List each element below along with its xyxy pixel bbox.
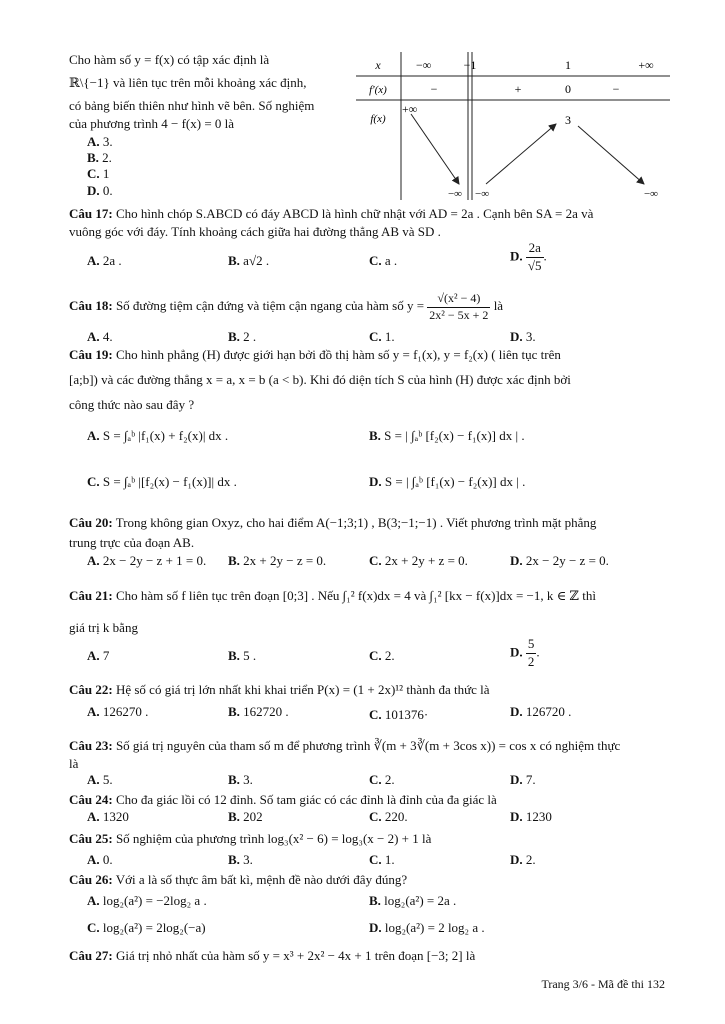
q21-line-1: Câu 21: Cho hàm số f liên tục trên đoạn [0;3] . Nếu ∫₁² f(x)dx = 4 và ∫₁² [kx − f(x)]dx = −1, k ∈ ℤ thì [69,588,596,603]
q21-line-2: giá trị k bằng [69,620,138,635]
table-sign-3: 0 [565,82,571,96]
arrow-decrease-2 [578,126,644,184]
q17-line-1: Câu 17: Cho hình chóp S.ABCD có đáy ABCD là hình chữ nhật với AD = 2a . Cạnh bên SA = 2a và [69,206,594,221]
q19-option-a[interactable]: A. S = ∫ₐᵇ |f₁(x) + f₂(x)| dx . [87,428,229,443]
q18-option-a[interactable]: A. 4. [87,329,113,344]
q19-line-3: công thức nào sau đây ? [69,397,195,412]
q16-line-1: Cho hàm số y = f(x) có tập xác định là [69,52,270,67]
q19-line-2: [a;b]) và các đường thẳng x = a, x = b (a < b). Khi đó diện tích S của hình (H) được xác định bởi [69,372,571,387]
table-f-label: f(x) [370,113,386,125]
q16-line-3: có bảng biến thiên như hình vẽ bên. Số nghiệm [69,98,315,113]
table-sign-2: + [514,82,522,96]
q22-option-d[interactable]: D. 126720 . [510,704,572,719]
q23-option-b[interactable]: B. 3. [228,772,253,787]
q25-option-a[interactable]: A. 0. [87,852,113,867]
q22-line-1: Câu 22: Hệ số có giá trị lớn nhất khi khai triển P(x) = (1 + 2x)¹² thành đa thức là [69,682,490,697]
q23-option-a[interactable]: A. 5. [87,772,113,787]
q23-line-1: Câu 23: Số giá trị nguyên của tham số m để phương trình ∛(m + 3∛(m + 3cos x)) = cos x có nghiệm thực [69,738,621,753]
q23-line-2: là [69,756,79,771]
q23-option-c[interactable]: C. 2. [369,772,395,787]
q16-option-d[interactable]: D. 0. [87,183,113,198]
q21-option-a[interactable]: A. 7 [87,648,110,663]
q25-option-b[interactable]: B. 3. [228,852,253,867]
table-x-value-4: +∞ [638,58,654,72]
table-f-right-bottom: −∞ [643,188,658,200]
q20-option-a[interactable]: A. 2x − 2y − z + 1 = 0. [87,553,207,568]
q20-line-2: trung trực của đoạn AB. [69,535,195,550]
q26-option-b[interactable]: B. log₂(a²) = 2a . [369,893,457,908]
table-sign-1: − [430,82,438,96]
q20-line-1: Câu 20: Trong không gian Oxyz, cho hai điểm A(−1;3;1) , B(3;−1;−1) . Viết phương trình mặt phẳng [69,515,597,530]
q24-option-a[interactable]: A. 1320 [87,809,129,824]
q17-option-a[interactable]: A. 2a . [87,253,122,268]
table-fprime-label: f′(x) [369,84,387,96]
q22-option-b[interactable]: B. 162720 . [228,704,289,719]
q17-line-2: vuông góc với đáy. Tính khoảng cách giữa hai đường thẳng AB và SD . [69,224,441,239]
q16-option-a[interactable]: A. 3. [87,134,113,149]
table-x-value-2: −1 [463,58,477,72]
q16-line-2: ℝ\{−1} và liên tục trên mỗi khoảng xác định, [69,75,307,90]
table-x-value-1: −∞ [416,58,432,72]
q25-line-1: Câu 25: Số nghiệm của phương trình log₃(x² − 6) = log₃(x − 2) + 1 là [69,831,432,846]
q20-option-d[interactable]: D. 2x − 2y − z = 0. [510,553,609,568]
variation-table [356,52,670,202]
table-x-value-3: 1 [565,58,571,72]
q18-option-c[interactable]: C. 1. [369,329,395,344]
q16-option-b[interactable]: B. 2. [87,150,112,165]
q20-option-c[interactable]: C. 2x + 2y + z = 0. [369,553,468,568]
q26-line-1: Câu 26: Với a là số thực âm bất kì, mệnh đề nào dưới đây đúng? [69,872,408,887]
table-f-mid-bottom: −∞ [475,188,490,200]
table-f-left-bottom: −∞ [447,188,462,200]
q27-line-1: Câu 27: Giá trị nhỏ nhất của hàm số y = x³ + 2x² − 4x + 1 trên đoạn [−3; 2] là [69,948,476,963]
q21-option-d[interactable]: D. $\frac{5}{2}$ . [510,636,540,669]
q25-option-c[interactable]: C. 1. [369,852,395,867]
table-f-peak: 3 [565,113,571,127]
q22-option-c[interactable]: C. 101376· [369,707,429,722]
q20-option-b[interactable]: B. 2x + 2y − z = 0. [228,553,327,568]
q26-option-c[interactable]: C. log₂(a²) = 2log₂(−a) [87,920,206,935]
table-x-label: x [375,58,381,72]
q16-option-c[interactable]: C. 1 [87,166,110,181]
q24-option-d[interactable]: D. 1230 [510,809,552,824]
q21-option-b[interactable]: B. 5 . [228,648,257,663]
q26-option-d[interactable]: D. log₂(a²) = 2 log₂ a . [369,920,485,935]
q25-option-d[interactable]: D. 2. [510,852,536,867]
q19-line-1: Câu 19: Cho hình phẳng (H) được giới hạn bởi đồ thị hàm số y = f₁(x), y = f₂(x) ( liên tục trên [69,347,561,362]
q18-line-1: Câu 18: Số đường tiệm cận đứng và tiệm cận ngang của hàm số y = $\frac{\text{√(x² − 4)}}{\text{2x² − 5x + 2}}$ là [69,291,504,322]
q24-line-1: Câu 24: Cho đa giác lồi có 12 đỉnh. Số tam giác có các đỉnh là đỉnh của đa giác là [69,792,497,807]
table-sign-4: − [612,82,620,96]
q17-option-c[interactable]: C. a . [369,253,398,268]
table-f-left-top: +∞ [402,102,418,116]
q16-line-4: của phương trình 4 − f(x) = 0 là [69,116,235,131]
q19-option-d[interactable]: D. S = | ∫ₐᵇ [f₁(x) − f₂(x)] dx | . [369,474,526,489]
q17-option-d[interactable]: D. $\frac{2a}{√5}$ . [510,240,547,273]
q23-option-d[interactable]: D. 7. [510,772,536,787]
page-footer: Trang 3/6 - Mã đề thi 132 [541,977,665,991]
arrow-decrease-1 [411,114,459,184]
q26-option-a[interactable]: A. log₂(a²) = −2log₂ a . [87,893,207,908]
q22-option-a[interactable]: A. 126270 . [87,704,149,719]
q17-option-b[interactable]: B. a√2 . [228,253,270,268]
arrow-increase [486,124,556,184]
q24-option-b[interactable]: B. 202 [228,809,263,824]
q21-option-c[interactable]: C. 2. [369,648,395,663]
q19-option-b[interactable]: B. S = | ∫ₐᵇ [f₂(x) − f₁(x)] dx | . [369,428,525,443]
q19-option-c[interactable]: C. S = ∫ₐᵇ |[f₂(x) − f₁(x)]| dx . [87,474,237,489]
q18-option-b[interactable]: B. 2 . [228,329,257,344]
q18-option-d[interactable]: D. 3. [510,329,536,344]
q24-option-c[interactable]: C. 220. [369,809,408,824]
